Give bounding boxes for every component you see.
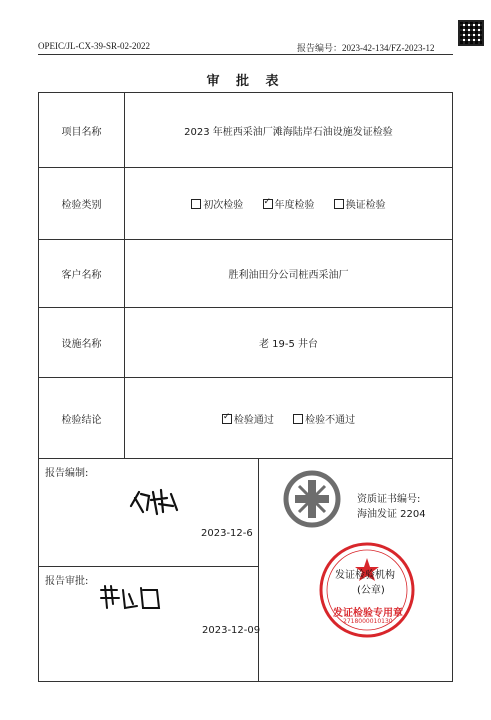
agency-logo-icon xyxy=(283,470,341,528)
stamp-serial: 2718000010130 xyxy=(343,618,393,625)
checkbox-empty-icon xyxy=(191,199,201,209)
stamp-text-special: 发证检验专用章 xyxy=(333,608,403,619)
client-label: 客户名称 xyxy=(39,240,125,308)
project-value: 2023 年桩西采油厂滩海陆岸石油设施发证检验 xyxy=(125,93,453,168)
compile-date: 2023-12-6 xyxy=(201,528,253,539)
doc-code: OPEIC/JL-CX-39-SR-02-2022 xyxy=(38,41,150,51)
facility-label: 设施名称 xyxy=(39,308,125,378)
qr-code-icon xyxy=(458,20,484,46)
approval-table xyxy=(38,92,453,459)
checkbox-initial[interactable]: 初次检验 xyxy=(191,196,243,211)
approve-signature xyxy=(97,584,167,612)
signature-section xyxy=(38,458,453,682)
report-number-value: 2023-42-134/FZ-2023-12 xyxy=(342,43,435,53)
checkbox-pass[interactable]: ✓ 检验通过 xyxy=(222,411,274,426)
conclusion-options xyxy=(125,378,453,459)
category-options xyxy=(125,168,453,240)
conclusion-label: 检验结论 xyxy=(39,378,125,459)
row-project xyxy=(39,93,453,168)
report-number-label: 报告编号： xyxy=(297,43,343,53)
category-label: 检验类别 xyxy=(39,168,125,240)
certificate-label: 资质证书编号: xyxy=(357,494,421,505)
checkbox-checked-icon xyxy=(263,199,273,209)
project-label: 项目名称 xyxy=(39,93,125,168)
checkbox-checked-icon xyxy=(222,414,232,424)
report-number xyxy=(297,41,435,54)
facility-value: 老 19-5 井台 xyxy=(125,308,453,378)
approve-label: 报告审批: xyxy=(45,576,89,587)
row-category xyxy=(39,168,453,240)
checkbox-renewal[interactable]: 换证检验 xyxy=(334,196,386,211)
checkbox-empty-icon xyxy=(293,414,303,424)
horizontal-divider xyxy=(39,566,258,567)
certificate-number: 海油发证 2204 xyxy=(357,509,426,520)
stamp-text-agency: 发证检验机构 xyxy=(335,570,395,581)
approve-date: 2023-12-09 xyxy=(202,625,261,636)
vertical-divider xyxy=(258,458,259,682)
page-title: 审 批 表 xyxy=(206,74,285,89)
client-value: 胜利油田分公司桩西采油厂 xyxy=(125,240,453,308)
stamp-text-seal: (公章) xyxy=(357,585,385,596)
row-client xyxy=(39,240,453,308)
checkbox-empty-icon xyxy=(334,199,344,209)
row-conclusion xyxy=(39,378,453,459)
compile-signature xyxy=(127,484,187,518)
checkbox-annual[interactable]: ✓ 年度检验 xyxy=(263,196,315,211)
header-rule xyxy=(38,54,453,55)
checkbox-fail[interactable]: 检验不通过 xyxy=(293,411,355,426)
compile-label: 报告编制: xyxy=(45,468,89,479)
row-facility xyxy=(39,308,453,378)
